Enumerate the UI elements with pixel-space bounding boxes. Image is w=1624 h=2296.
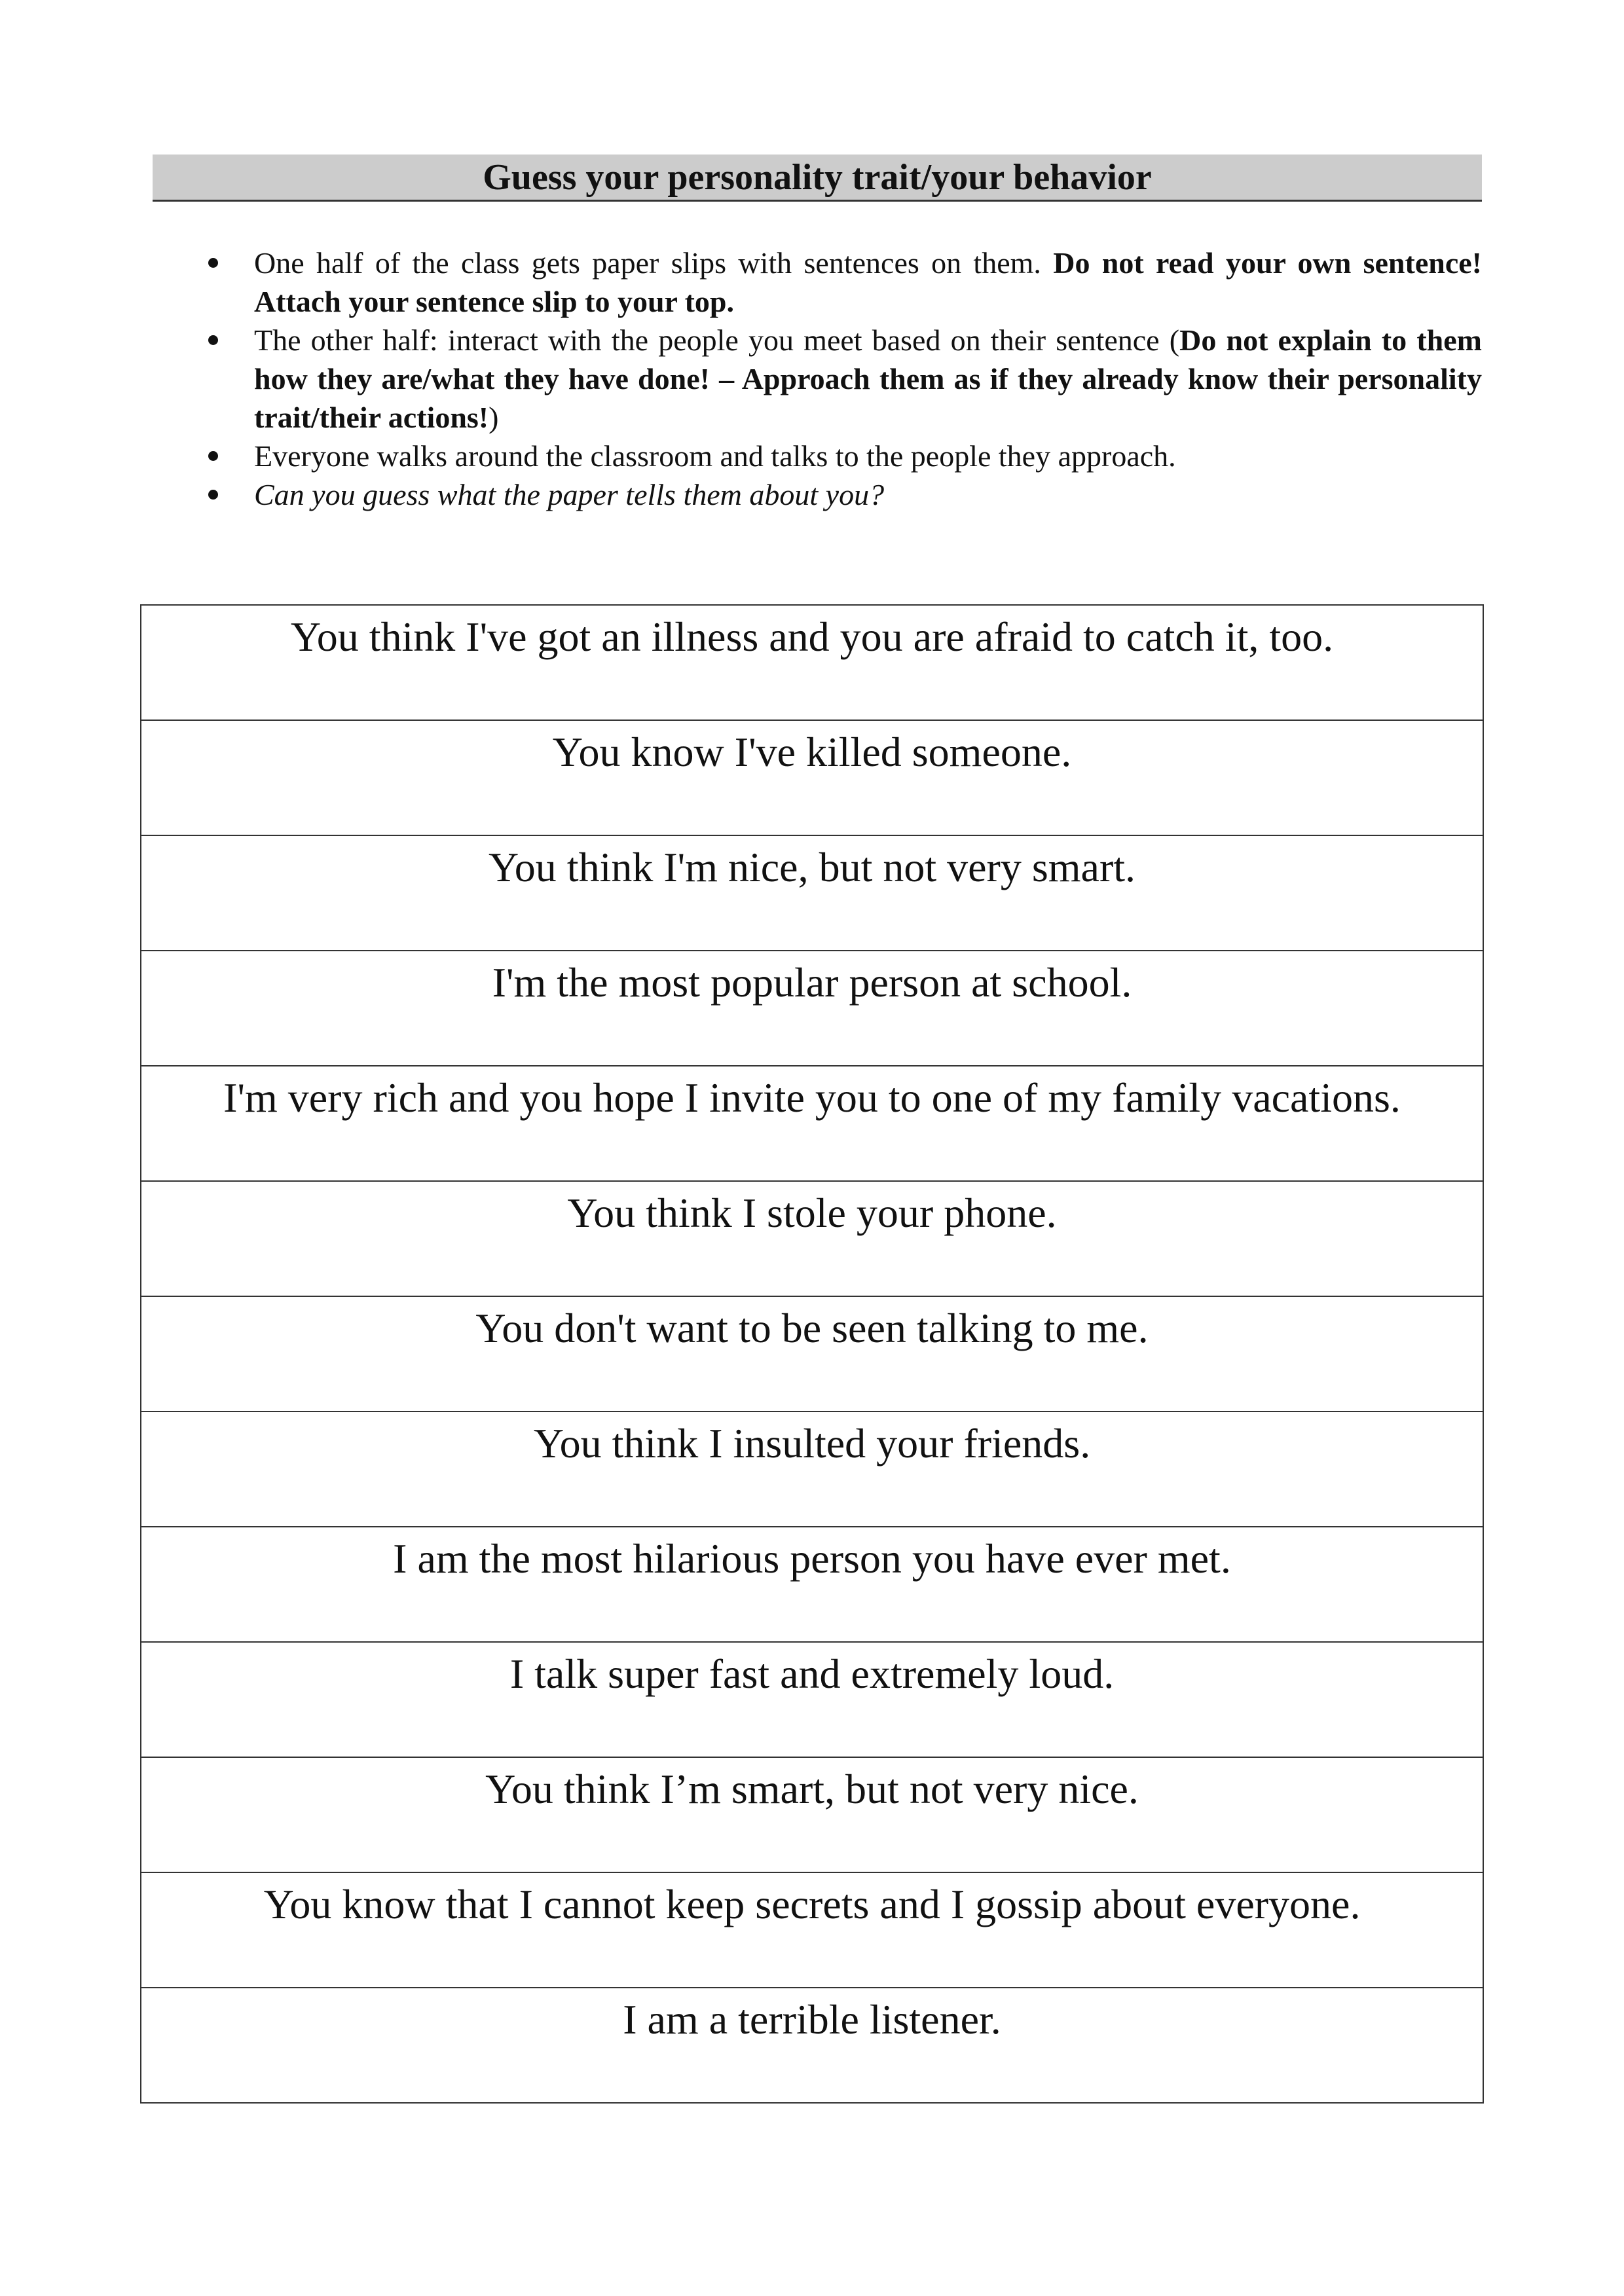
sentence-slip: I am a terrible listener.	[141, 1988, 1483, 2103]
table-row	[141, 1527, 1483, 1642]
sentence-slip: You think I’m smart, but not very nice.	[141, 1757, 1483, 1872]
sentence-slip: You think I stole your phone.	[141, 1181, 1483, 1296]
instruction-item	[196, 437, 1482, 475]
page-title: Guess your personality trait/your behavior	[483, 156, 1152, 198]
sentence-slip: You think I'm nice, but not very smart.	[141, 835, 1483, 951]
table-row	[141, 1642, 1483, 1757]
instruction-text: The other half: interact with the people you meet based on their sentence (	[254, 323, 1180, 357]
sentence-slip: You don't want to be seen talking to me.	[141, 1296, 1483, 1412]
table-row	[141, 1757, 1483, 1872]
instruction-italic-text: Can you guess what the paper tells them about you?	[254, 478, 885, 511]
sentence-slip: You think I insulted your friends.	[141, 1412, 1483, 1527]
table-row	[141, 1296, 1483, 1412]
sentence-slip: You think I've got an illness and you are afraid to catch it, too.	[141, 605, 1483, 720]
table-row	[141, 1988, 1483, 2103]
table-row	[141, 1181, 1483, 1296]
title-bar	[153, 155, 1482, 202]
table-row	[141, 720, 1483, 835]
sentence-slip: You know that I cannot keep secrets and I gossip about everyone.	[141, 1872, 1483, 1988]
table-row	[141, 1412, 1483, 1527]
instruction-item	[196, 244, 1482, 321]
instruction-text: One half of the class gets paper slips with sentences on them.	[254, 246, 1054, 280]
sentence-slip: I'm very rich and you hope I invite you to one of my family vacations.	[141, 1066, 1483, 1181]
instruction-bold-text: Do not explain to them how they are/what they have done! – Approach them as if they already know their personality trait/their actions!	[254, 323, 1482, 434]
table-row	[141, 1872, 1483, 1988]
table-row	[141, 605, 1483, 720]
bullet-icon	[208, 335, 218, 345]
sentence-slip: I am the most hilarious person you have ever met.	[141, 1527, 1483, 1642]
table-row	[141, 1066, 1483, 1181]
instruction-text: Everyone walks around the classroom and talks to the people they approach.	[254, 439, 1176, 473]
sentence-slip: You know I've killed someone.	[141, 720, 1483, 835]
sentence-slip: I talk super fast and extremely loud.	[141, 1642, 1483, 1757]
instruction-tail-text: )	[489, 401, 499, 434]
table-row	[141, 951, 1483, 1066]
table-row	[141, 835, 1483, 951]
bullet-icon	[208, 258, 218, 268]
bullet-icon	[208, 490, 218, 500]
bullet-icon	[208, 451, 218, 461]
instruction-bold-text: Do not read your own sentence! Attach your sentence slip to your top.	[254, 246, 1482, 318]
sentence-slips-table	[140, 604, 1484, 2104]
instruction-item	[196, 321, 1482, 437]
instruction-item	[196, 475, 1482, 514]
instructions-list	[196, 244, 1482, 514]
sentence-slip: I'm the most popular person at school.	[141, 951, 1483, 1066]
